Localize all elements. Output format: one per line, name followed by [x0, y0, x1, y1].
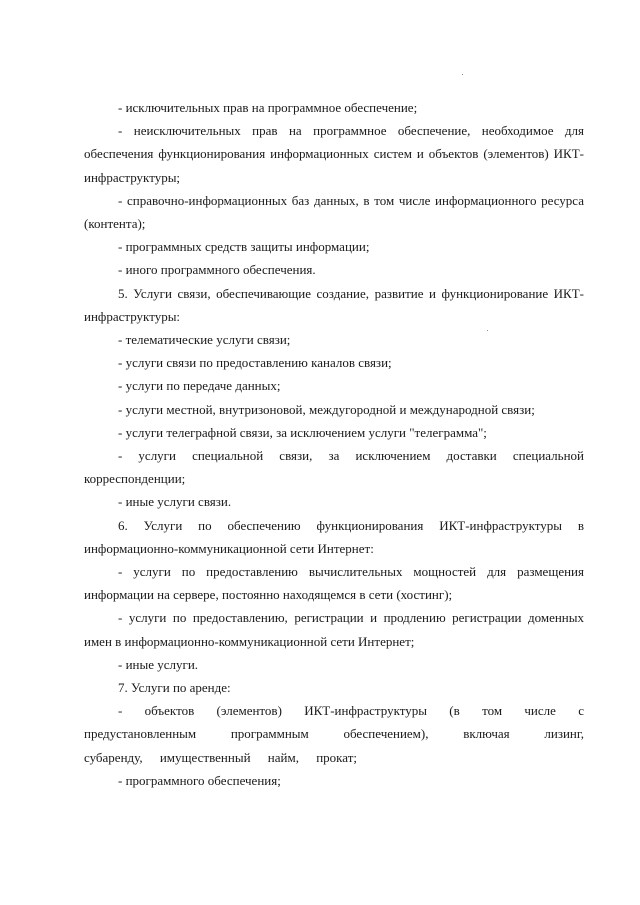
list-item-rent-software: - программного обеспечения;	[118, 772, 281, 788]
list-item-domains: - услуги по предоставлению, регистрации и продлению регистрации доменных имен в информационно-коммуникационной сети Интернет;	[84, 610, 584, 649]
list-item-telegraph: - услуги телеграфной связи, за исключением услуги "телеграмма";	[118, 424, 487, 440]
list-item-rent-objects: - объектов (элементов) ИКТ-инфраструктуры (в том числе с предустановленным программным обеспечением), включая лизинг, субаренду, имущественный найм, прокат;	[84, 703, 584, 765]
list-item-other-services: - иные услуги.	[118, 656, 199, 672]
list-item-nonexclusive-rights: - неисключительных прав на программное обеспечение, необходимое для обеспечения функционирования информационных систем и объектов (элементов) ИКТ-инфраструктуры;	[84, 123, 584, 185]
scan-speck	[462, 74, 463, 75]
list-item-security-software: - программных средств защиты информации;	[118, 239, 370, 255]
list-item-special-comm: - услуги специальной связи, за исключением доставки специальной корреспонденции;	[84, 448, 584, 487]
list-item-reference-databases: - справочно-информационных баз данных, в том числе информационного ресурса (контента);	[84, 192, 584, 232]
list-item-data-transfer: - услуги по передаче данных;	[118, 378, 281, 394]
list-item-channels: - услуги связи по предоставлению каналов связи;	[118, 355, 392, 371]
list-item-other-software: - иного программного обеспечения.	[118, 262, 316, 278]
section-5-heading: 5. Услуги связи, обеспечивающие создание, развитие и функционирование ИКТ-инфраструктуры:	[84, 285, 584, 324]
list-item-telematic: - телематические услуги связи;	[118, 332, 291, 348]
list-item-exclusive-rights: - исключительных прав на программное обеспечение;	[118, 100, 418, 115]
list-item-hosting: - услуги по предоставлению вычислительных мощностей для размещения информации на сервере, постоянно находящемся в сети (хостинг);	[84, 564, 584, 603]
document-body	[84, 96, 584, 792]
list-item-other-comm: - иные услуги связи.	[118, 494, 232, 510]
list-item-local-intl: - услуги местной, внутризоновой, междугородной и международной связи;	[118, 401, 535, 417]
section-6-heading: 6. Услуги по обеспечению функционирования ИКТ-инфраструктуры в информационно-коммуникационной сети Интернет:	[84, 517, 584, 556]
section-7-heading: 7. Услуги по аренде:	[118, 680, 231, 696]
